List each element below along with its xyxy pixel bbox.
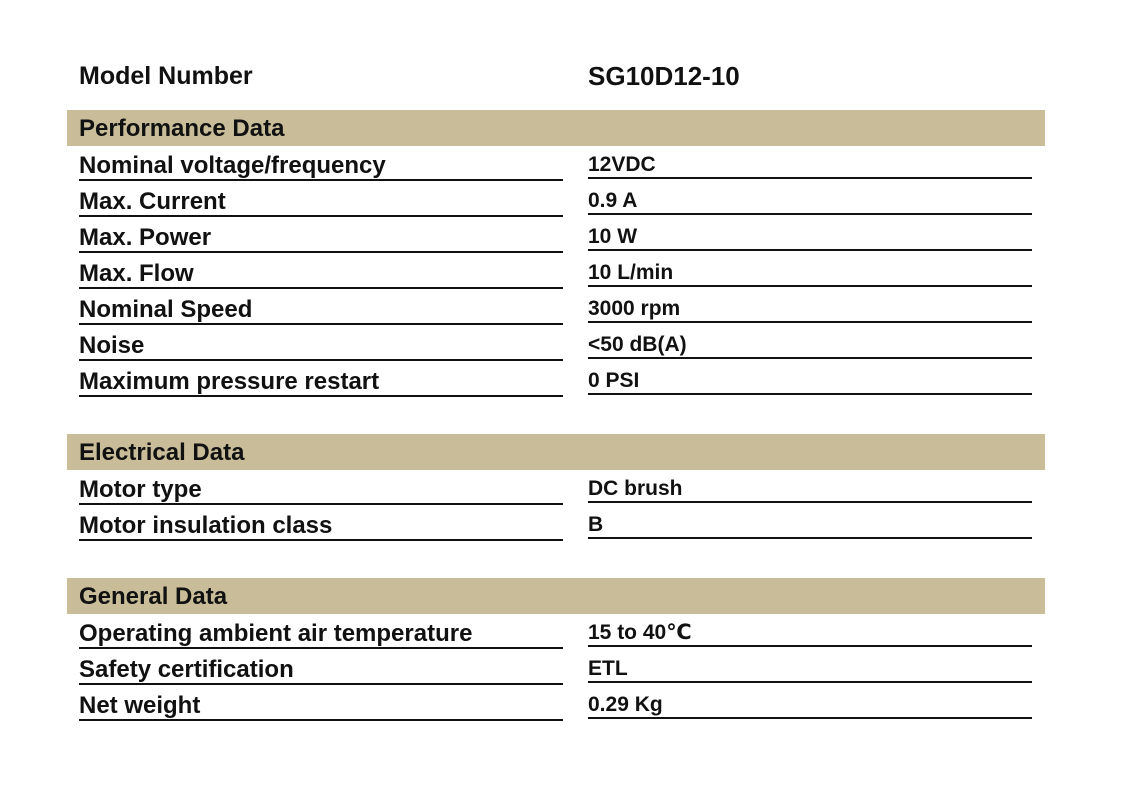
spec-value: 12VDC [588, 146, 1032, 179]
spec-value: ETL [588, 650, 1032, 683]
spec-row-max-pressure-restart [67, 362, 1045, 398]
spec-row-motor-insulation-class [67, 506, 1045, 542]
spec-label: Max. Current [79, 182, 563, 217]
spec-label: Nominal Speed [79, 290, 563, 325]
spec-row-motor-type [67, 470, 1045, 506]
general-data-section [67, 578, 1045, 722]
spec-label: Net weight [79, 686, 563, 721]
spec-value: 0.29 Kg [588, 686, 1032, 719]
performance-data-header: Performance Data [67, 110, 1045, 146]
spec-value: DC brush [588, 470, 1032, 503]
spec-value: <50 dB(A) [588, 326, 1032, 359]
spec-value: 0.9 A [588, 182, 1032, 215]
spec-label: Maximum pressure restart [79, 362, 563, 397]
spec-label: Operating ambient air temperature [79, 614, 563, 649]
spec-row-nominal-voltage [67, 146, 1045, 182]
spec-row-max-power [67, 218, 1045, 254]
spec-row-noise [67, 326, 1045, 362]
spec-value: 15 to 40℃ [588, 614, 1032, 647]
spec-value: 3000 rpm [588, 290, 1032, 323]
spec-value: 10 W [588, 218, 1032, 251]
spec-row-nominal-speed [67, 290, 1045, 326]
spec-row-safety-certification [67, 650, 1045, 686]
general-data-header: General Data [67, 578, 1045, 614]
spec-row-operating-temperature [67, 614, 1045, 650]
electrical-data-header: Electrical Data [67, 434, 1045, 470]
model-number-label: Model Number [79, 62, 253, 90]
spec-value: B [588, 506, 1032, 539]
model-number-value: SG10D12-10 [588, 61, 740, 91]
spec-label: Motor type [79, 470, 563, 505]
spec-label: Max. Flow [79, 254, 563, 289]
spec-label: Noise [79, 326, 563, 361]
spec-label: Max. Power [79, 218, 563, 253]
spec-row-net-weight [67, 686, 1045, 722]
spec-row-max-current [67, 182, 1045, 218]
spec-label: Motor insulation class [79, 506, 563, 541]
electrical-data-section [67, 434, 1045, 542]
spec-value: 0 PSI [588, 362, 1032, 395]
spec-label: Nominal voltage/frequency [79, 146, 563, 181]
spec-row-max-flow [67, 254, 1045, 290]
spec-label: Safety certification [79, 650, 563, 685]
performance-data-section [67, 110, 1045, 398]
spec-value: 10 L/min [588, 254, 1032, 287]
